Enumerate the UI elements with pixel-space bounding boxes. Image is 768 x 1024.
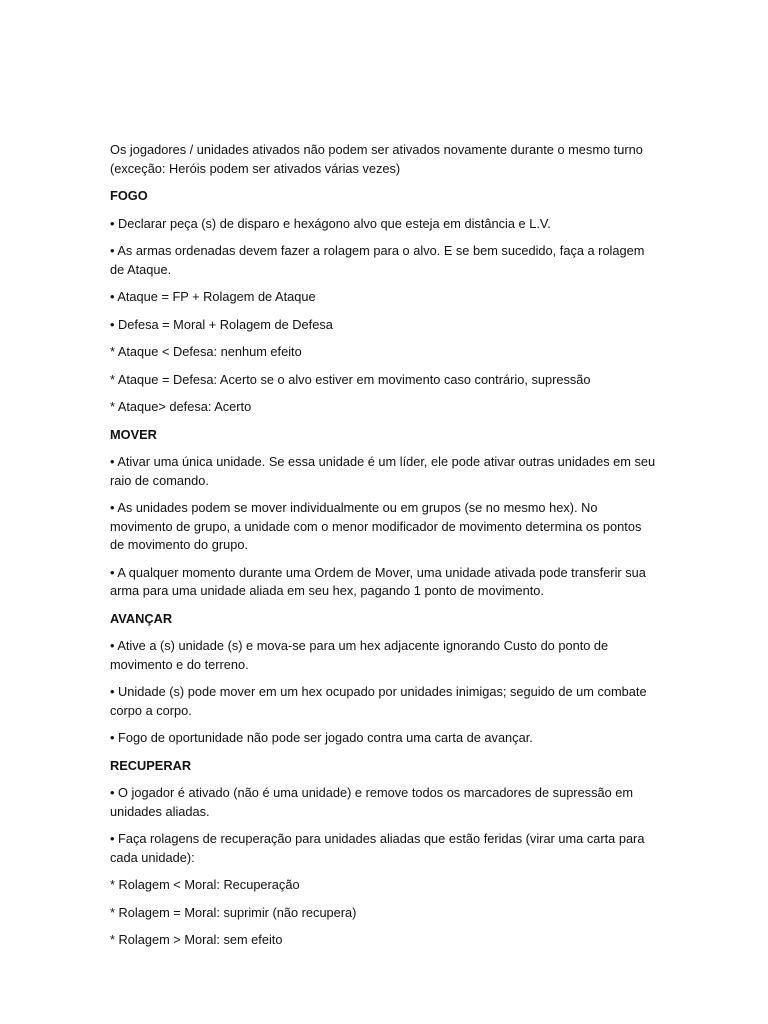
- section-avancar: [110, 610, 658, 748]
- paragraph: * Ataque < Defesa: nenhum efeito: [110, 344, 302, 359]
- section-mover: [110, 426, 658, 601]
- paragraph: • As unidades podem se mover individualmente ou em grupos (se no mesmo hex). No movimento de grupo, a unidade com o menor modificador de movimento determina os pontos de movimento do grupo.: [110, 500, 642, 552]
- paragraph: • Ative a (s) unidade (s) e mova-se para um hex adjacente ignorando Custo do ponto de movimento e do terreno.: [110, 638, 609, 672]
- paragraph: • Defesa = Moral + Rolagem de Defesa: [110, 316, 333, 332]
- paragraph: • As armas ordenadas devem fazer a rolagem para o alvo. E se bem sucedido, faça a rolagem de Ataque.: [110, 243, 645, 277]
- section-fogo: [110, 187, 658, 417]
- paragraph: • A qualquer momento durante uma Ordem de Mover, uma unidade ativada pode transferir sua arma para uma unidade aliada em seu hex, pagando 1 ponto de movimento.: [110, 564, 646, 598]
- section-recuperar: [110, 757, 658, 950]
- paragraph: • Ativar uma única unidade. Se essa unidade é um líder, ele pode ativar outras unidades em seu raio de comando.: [110, 454, 656, 488]
- paragraph: • Fogo de oportunidade não pode ser jogado contra uma carta de avançar.: [110, 730, 533, 745]
- paragraph: • Unidade (s) pode mover em um hex ocupado por unidades inimigas; seguido de um combate corpo a corpo.: [110, 684, 647, 718]
- paragraph: • Ataque = FP + Rolagem de Ataque: [110, 289, 316, 304]
- paragraph: • Declarar peça (s) de disparo e hexágono alvo que esteja em distância e L.V.: [110, 215, 551, 231]
- paragraph: • Faça rolagens de recuperação para unidades aliadas que estão feridas (virar uma carta para cada unidade):: [110, 831, 645, 865]
- section-heading: AVANÇAR: [110, 610, 173, 626]
- intro-paragraph: Os jogadores / unidades ativados não podem ser ativados novamente durante o mesmo turno (exceção: Heróis podem ser ativados várias vezes): [110, 142, 643, 176]
- paragraph: • O jogador é ativado (não é uma unidade) e remove todos os marcadores de supressão em unidades aliadas.: [110, 785, 634, 819]
- paragraph: * Ataque = Defesa: Acerto se o alvo estiver em movimento caso contrário, supressão: [110, 371, 591, 387]
- section-heading: MOVER: [110, 426, 157, 442]
- paragraph: * Rolagem < Moral: Recuperação: [110, 877, 300, 892]
- paragraph: * Rolagem > Moral: sem efeito: [110, 932, 283, 947]
- paragraph: * Ataque> defesa: Acerto: [110, 399, 252, 414]
- section-heading: FOGO: [110, 188, 148, 203]
- document-page: [110, 141, 658, 959]
- paragraph: * Rolagem = Moral: suprimir (não recupera): [110, 904, 357, 920]
- section-heading: RECUPERAR: [110, 757, 192, 773]
